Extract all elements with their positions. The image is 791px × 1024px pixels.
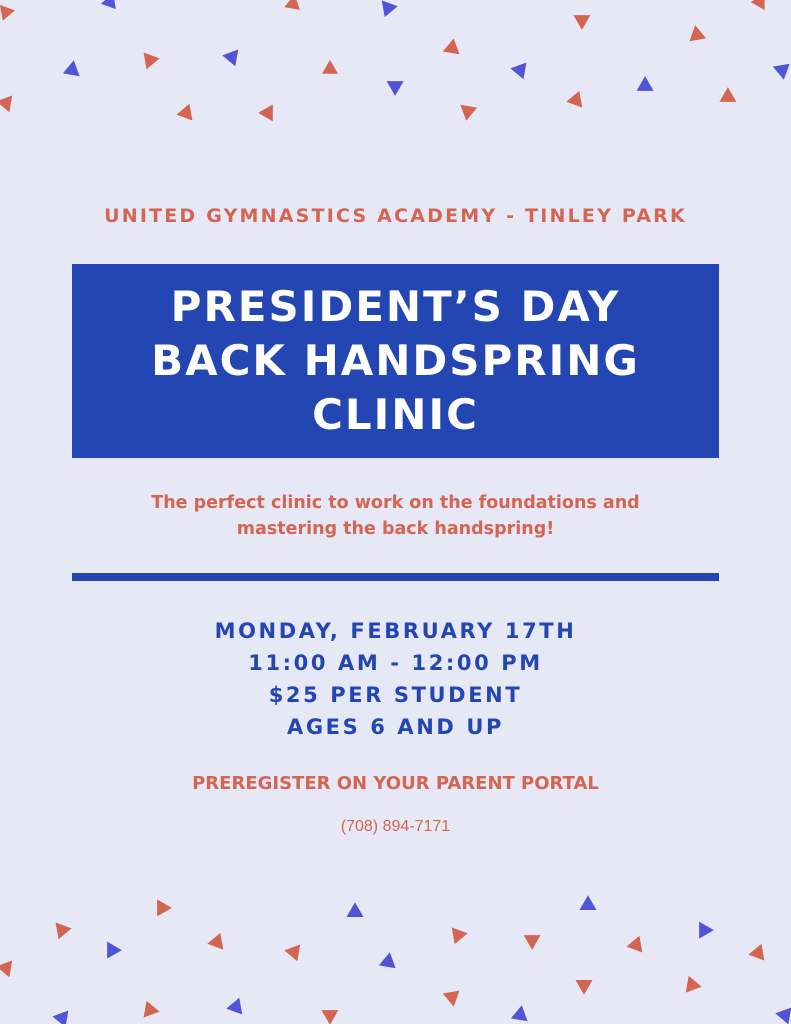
confetti-triangle-icon [0, 3, 16, 21]
confetti-triangle-icon [222, 44, 244, 66]
confetti-triangle-icon [376, 952, 396, 973]
confetti-triangle-icon [775, 1002, 791, 1024]
confetti-triangle-icon [508, 1005, 528, 1024]
confetti-triangle-icon [566, 88, 587, 108]
event-time: 11:00 AM - 12:00 PM [248, 651, 543, 675]
confetti-triangle-icon [150, 899, 172, 920]
confetti-triangle-icon [719, 87, 740, 109]
tagline-line-2: mastering the back handspring! [236, 519, 555, 539]
event-date: MONDAY, FEBRUARY 17TH [214, 619, 577, 643]
confetti-triangle-icon [681, 973, 702, 993]
confetti-triangle-icon [751, 0, 772, 10]
title-banner [72, 264, 719, 458]
register-call-to-action: PREREGISTER ON YOUR PARENT PORTAL [192, 773, 599, 794]
confetti-triangle-icon [377, 0, 398, 20]
event-details [0, 615, 791, 743]
confetti-triangle-icon [576, 980, 593, 995]
confetti-triangle-icon [284, 0, 305, 16]
confetti-triangle-icon [625, 936, 642, 955]
confetti-triangle-icon [258, 104, 280, 125]
phone-number: (708) 894-7171 [340, 818, 451, 835]
confetti-triangle-icon [747, 944, 764, 963]
title-line-2: BACK HANDSPRING [151, 336, 640, 385]
confetti-triangle-icon [770, 59, 790, 80]
confetti-triangle-icon [56, 920, 73, 939]
confetti-triangle-icon [284, 939, 306, 961]
confetti-triangle-icon [382, 74, 403, 96]
organization-name: UNITED GYMNASTICS ACADEMY - TINLEY PARK [104, 205, 687, 227]
confetti-triangle-icon [509, 60, 526, 79]
confetti-triangle-icon [207, 930, 228, 950]
confetti-triangle-icon [0, 955, 19, 977]
confetti-triangle-icon [60, 60, 80, 81]
confetti-triangle-icon [175, 104, 192, 123]
confetti-triangle-icon [443, 991, 462, 1008]
confetti-triangle-icon [692, 917, 714, 938]
confetti-triangle-icon [226, 998, 248, 1020]
confetti-triangle-icon [101, 0, 121, 9]
confetti-triangle-icon [0, 90, 19, 112]
confetti-triangle-icon [322, 60, 338, 74]
title-line-1: PRESIDENT’S DAY [170, 282, 621, 331]
divider [72, 573, 719, 581]
confetti-triangle-icon [51, 1008, 68, 1024]
confetti-triangle-icon [573, 8, 594, 30]
confetti-triangle-icon [144, 50, 161, 69]
confetti-triangle-icon [460, 100, 480, 121]
confetti-triangle-icon [347, 902, 364, 917]
event-ages: AGES 6 AND UP [286, 715, 504, 739]
confetti-triangle-icon [447, 927, 468, 947]
confetti-triangle-icon [144, 1001, 161, 1020]
tagline [0, 490, 791, 542]
confetti-triangle-icon [443, 37, 462, 54]
confetti-triangle-icon [519, 928, 540, 950]
event-price: $25 PER STUDENT [268, 683, 523, 707]
confetti-triangle-icon [632, 76, 653, 98]
confetti-triangle-icon [100, 937, 122, 958]
confetti-triangle-icon [580, 895, 597, 910]
tagline-line-1: The perfect clinic to work on the foundations and [151, 493, 640, 513]
confetti-triangle-icon [689, 25, 709, 46]
title-line-3: CLINIC [312, 390, 479, 439]
confetti-triangle-icon [321, 1003, 342, 1024]
